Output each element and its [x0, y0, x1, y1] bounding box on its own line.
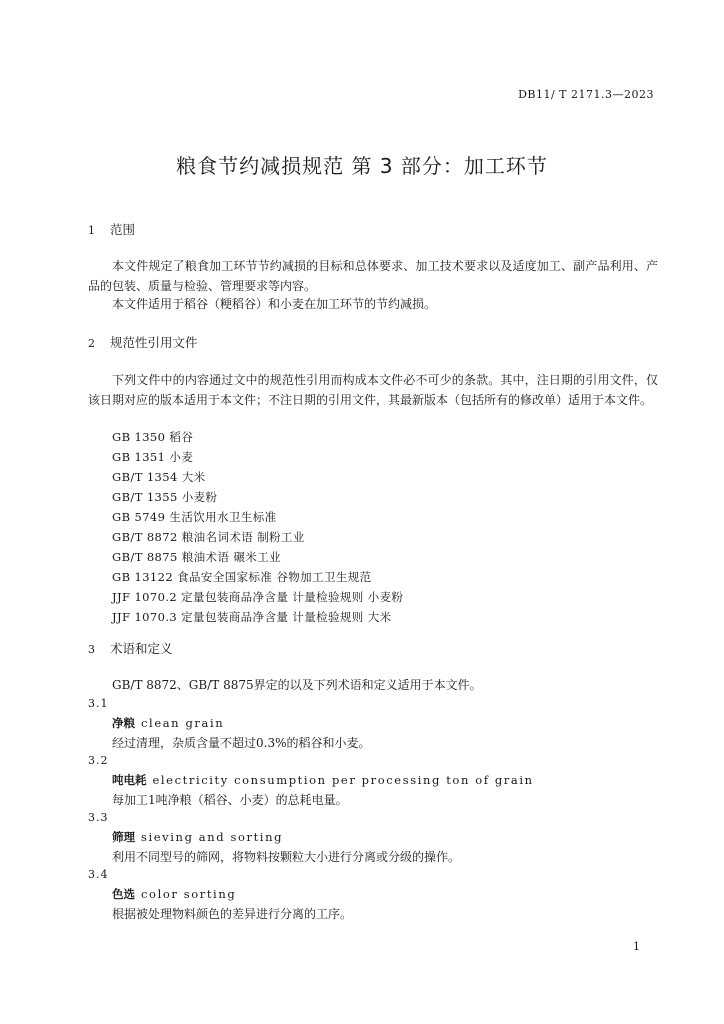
term-english: electricity consumption per processing ton of grain: [152, 773, 534, 787]
clause-number: 3.1: [88, 697, 109, 710]
clause-number: 3.4: [88, 868, 109, 881]
term-chinese: 吨电耗: [112, 773, 147, 787]
term-english: color sorting: [141, 887, 237, 901]
term-entry: [112, 886, 236, 902]
reference-item: GB/T 8872 粮油名词术语 制粉工业: [112, 530, 305, 544]
normative-intro-paragraph: 下列文件中的内容通过文中的规范性引用而构成本文件必不可少的条款。其中，注日期的引用文件，仅该日期对应的版本适用于本文件；不注日期的引用文件，其最新版本（包括所有的修改单）适用于本文件。: [88, 373, 658, 407]
section-heading-normative-references: [88, 333, 198, 351]
reference-item: GB 5749 生活饮用水卫生标准: [112, 510, 277, 524]
scope-paragraph-2: 本文件适用于稻谷（粳稻谷）和小麦在加工环节的节约减损。: [112, 297, 437, 311]
section-heading-terms-and-definitions: [88, 639, 173, 657]
page-number: 1: [633, 940, 640, 953]
reference-item: GB 1351 小麦: [112, 450, 194, 464]
term-english: clean grain: [141, 716, 225, 730]
clause-number: 3.3: [88, 811, 109, 824]
term-chinese: 筛理: [112, 830, 135, 844]
reference-item: GB/T 1354 大米: [112, 470, 206, 484]
reference-item: GB/T 1355 小麦粉: [112, 490, 218, 504]
term-definition: 经过清理，杂质含量不超过0.3%的稻谷和小麦。: [112, 736, 371, 750]
standard-code: DB11/ T 2171.3—2023: [518, 88, 654, 101]
term-chinese: 净粮: [112, 716, 135, 730]
term-definition: 利用不同型号的筛网，将物料按颗粒大小进行分离或分级的操作。: [112, 850, 461, 864]
term-entry: [112, 829, 283, 845]
section-heading-scope: [88, 220, 135, 238]
term-chinese: 色选: [112, 887, 135, 901]
reference-item: JJF 1070.3 定量包装商品净含量 计量检验规则 大米: [112, 610, 392, 624]
reference-item: GB/T 8875 粮油术语 碾米工业: [112, 550, 282, 564]
reference-item: JJF 1070.2 定量包装商品净含量 计量检验规则 小麦粉: [112, 590, 404, 604]
document-title: 粮食节约减损规范 第 3 部分：加工环节: [176, 154, 548, 178]
section-title: 规范性引用文件: [109, 335, 198, 350]
term-entry: [112, 772, 534, 788]
clause-number: 3.2: [88, 754, 109, 767]
section-number: 1: [88, 224, 95, 237]
term-entry: [112, 715, 224, 731]
scope-paragraph-1: 本文件规定了粮食加工环节节约减损的目标和总体要求、加工技术要求以及适度加工、副产品利用、产品的包装、质量与检验、管理要求等内容。: [88, 259, 658, 293]
section-title: 范围: [109, 222, 135, 237]
reference-item: GB 13122 食品安全国家标准 谷物加工卫生规范: [112, 570, 372, 584]
section-number: 3: [88, 643, 95, 656]
section-title: 术语和定义: [109, 641, 173, 656]
term-definition: 每加工1吨净粮（稻谷、小麦）的总耗电量。: [112, 793, 348, 807]
term-definition: 根据被处理物料颜色的差异进行分离的工序。: [112, 907, 353, 921]
terms-intro-paragraph: GB/T 8872、GB/T 8875界定的以及下列术语和定义适用于本文件。: [112, 678, 482, 692]
section-number: 2: [88, 337, 95, 350]
term-english: sieving and sorting: [141, 830, 284, 844]
reference-item: GB 1350 稻谷: [112, 430, 194, 444]
